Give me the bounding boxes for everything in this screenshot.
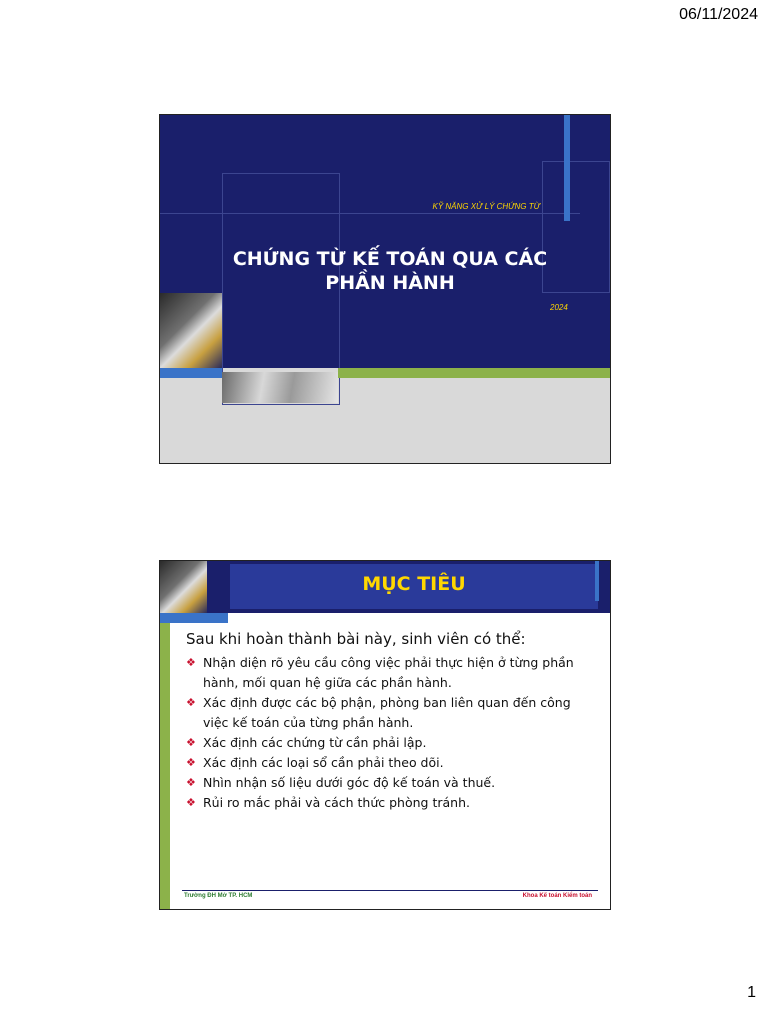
slide-1-blue-strip <box>160 368 222 378</box>
slide-1-green-band <box>338 368 610 378</box>
slide-1-decor-frame <box>160 213 580 214</box>
list-item-line: Xác định các chứng từ cần phải lập. <box>203 735 427 750</box>
diamond-bullet-icon: ❖ <box>186 736 196 749</box>
page-date: 06/11/2024 <box>679 6 758 23</box>
objectives-list <box>186 653 590 813</box>
slide-2-intro: Sau khi hoàn thành bài này, sinh viên có thể: <box>186 630 526 648</box>
list-item <box>186 733 590 753</box>
list-item-line: Rủi ro mắc phải và cách thức phòng tránh. <box>203 795 470 810</box>
slide-2-objectives <box>159 560 611 910</box>
slide-1-subtitle: KỸ NĂNG XỬ LÝ CHỨNG TỪ <box>432 202 540 211</box>
computer-monitor-image <box>160 561 207 613</box>
diamond-bullet-icon: ❖ <box>186 656 196 669</box>
slide-2-title: MỤC TIÊU <box>362 573 466 595</box>
slide-1-accent-bar <box>564 115 570 221</box>
page-number: 1 <box>747 984 756 1001</box>
diamond-bullet-icon: ❖ <box>186 796 196 809</box>
diamond-bullet-icon: ❖ <box>186 776 196 789</box>
list-item-line: Xác định được các bộ phận, phòng ban liên quan đến công <box>203 695 571 710</box>
list-item <box>186 793 590 813</box>
footer-divider <box>182 890 598 891</box>
computer-monitor-image <box>160 293 222 368</box>
slide-2-blue-strip <box>160 613 228 623</box>
list-item-line: hành, mối quan hệ giữa các phần hành. <box>203 675 452 690</box>
list-item-line: Xác định các loại sổ cần phải theo dõi. <box>203 755 444 770</box>
list-item-line: Nhìn nhận số liệu dưới góc độ kế toán và thuế. <box>203 775 496 790</box>
list-item <box>186 653 590 693</box>
list-item <box>186 773 590 793</box>
slide-2-green-bar <box>160 623 170 909</box>
list-item-line: việc kế toán của từng phần hành. <box>203 715 414 730</box>
title-line-2: PHẦN HÀNH <box>325 272 455 294</box>
footer-school: Trường ĐH Mở TP. HCM <box>184 893 253 899</box>
slide-1-year: 2024 <box>550 303 568 312</box>
diamond-bullet-icon: ❖ <box>186 756 196 769</box>
keyboard-hands-image <box>222 372 338 403</box>
footer-department: Khoa Kế toán Kiểm toán <box>522 893 592 899</box>
list-item <box>186 753 590 773</box>
list-item <box>186 693 590 733</box>
list-item-line: Nhận diện rõ yêu cầu công việc phải thực hiện ở từng phần <box>203 655 574 670</box>
diamond-bullet-icon: ❖ <box>186 696 196 709</box>
slide-1-title <box>159 114 611 464</box>
title-line-1: CHỨNG TỪ KẾ TOÁN QUA CÁC <box>232 248 548 270</box>
slide-1-title-text <box>200 247 580 295</box>
